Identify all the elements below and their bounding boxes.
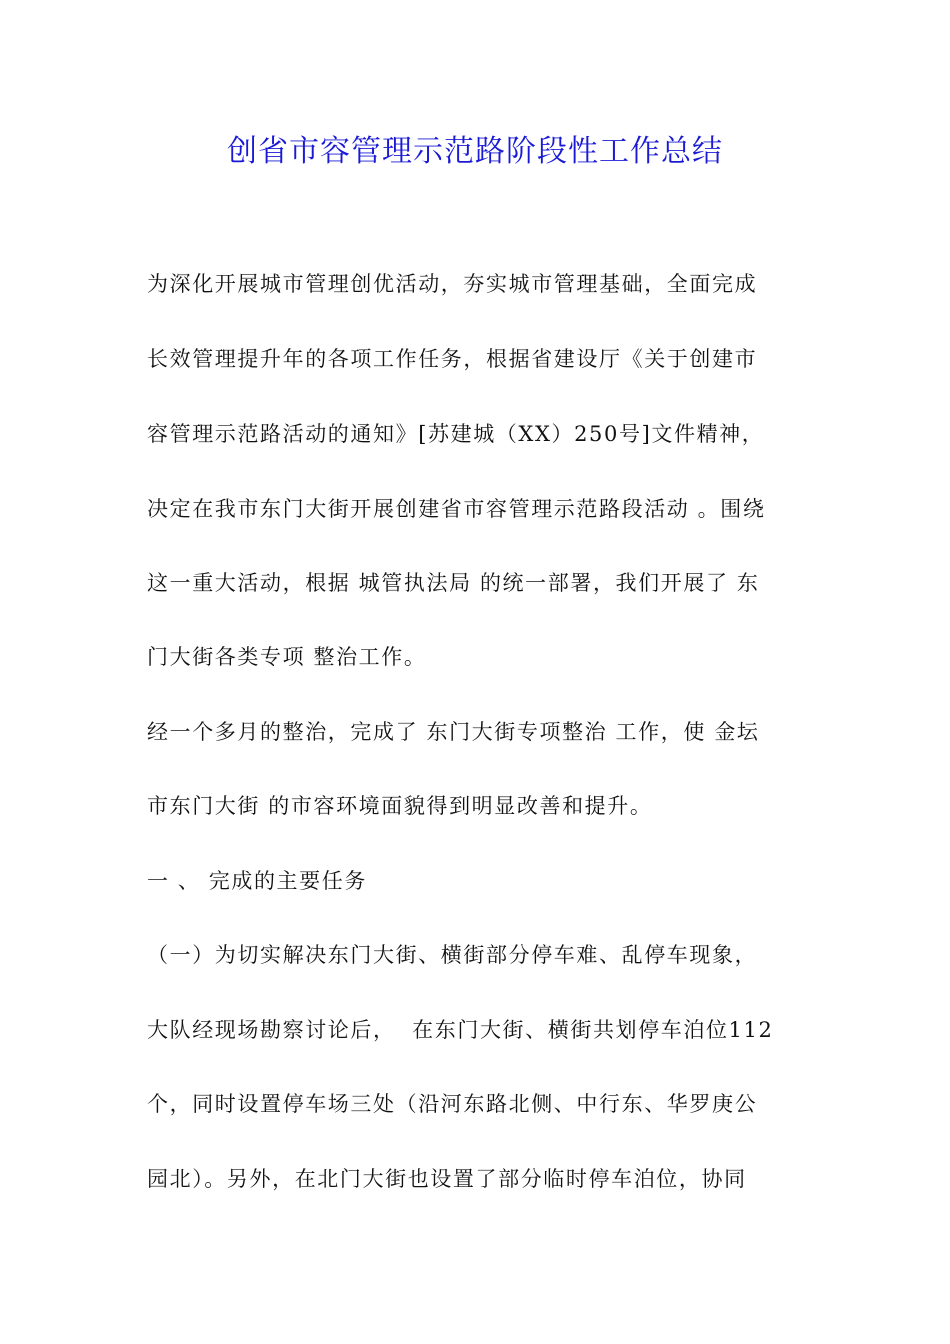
body-line-1: 为深化开展城市管理创优活动，夯实城市管理基础，全面完成 [147,272,758,296]
body-line-10: 大队经现场勘察讨论后， 在东门大街、横街共划停车泊位112 [147,1018,774,1042]
section-heading-1: 一 、 完成的主要任务 [147,869,367,893]
body-line-4: 决定在我市东门大街开展创建省市容管理示范路段活动 。围绕 [147,497,766,521]
body-line-12: 园北）。另外，在北门大街也设置了部分临时停车泊位，协同 [147,1167,747,1191]
body-line-7: 经一个多月的整治，完成了 东门大街专项整治 工作，使 金坛 [147,720,760,744]
body-line-8: 市东门大街 的市容环境面貌得到明显改善和提升。 [147,794,653,818]
body-line-9: （一）为切实解决东门大街、横街部分停车难、乱停车现象， [147,943,758,967]
body-line-2: 长效管理提升年的各项工作任务，根据省建设厅《关于创建市 [147,347,758,371]
document-title: 创省市容管理示范路阶段性工作总结 [227,134,723,169]
body-line-3: 容管理示范路活动的通知》[苏建城（XX）250号]文件精神， [147,422,765,446]
body-line-11: 个，同时设置停车场三处（沿河东路北侧、中行东、华罗庚公 [147,1092,758,1116]
body-line-5: 这一重大活动，根据 城管执法局 的统一部署，我们开展了 东 [147,571,760,595]
body-line-6: 门大街各类专项 整治工作。 [147,645,427,669]
